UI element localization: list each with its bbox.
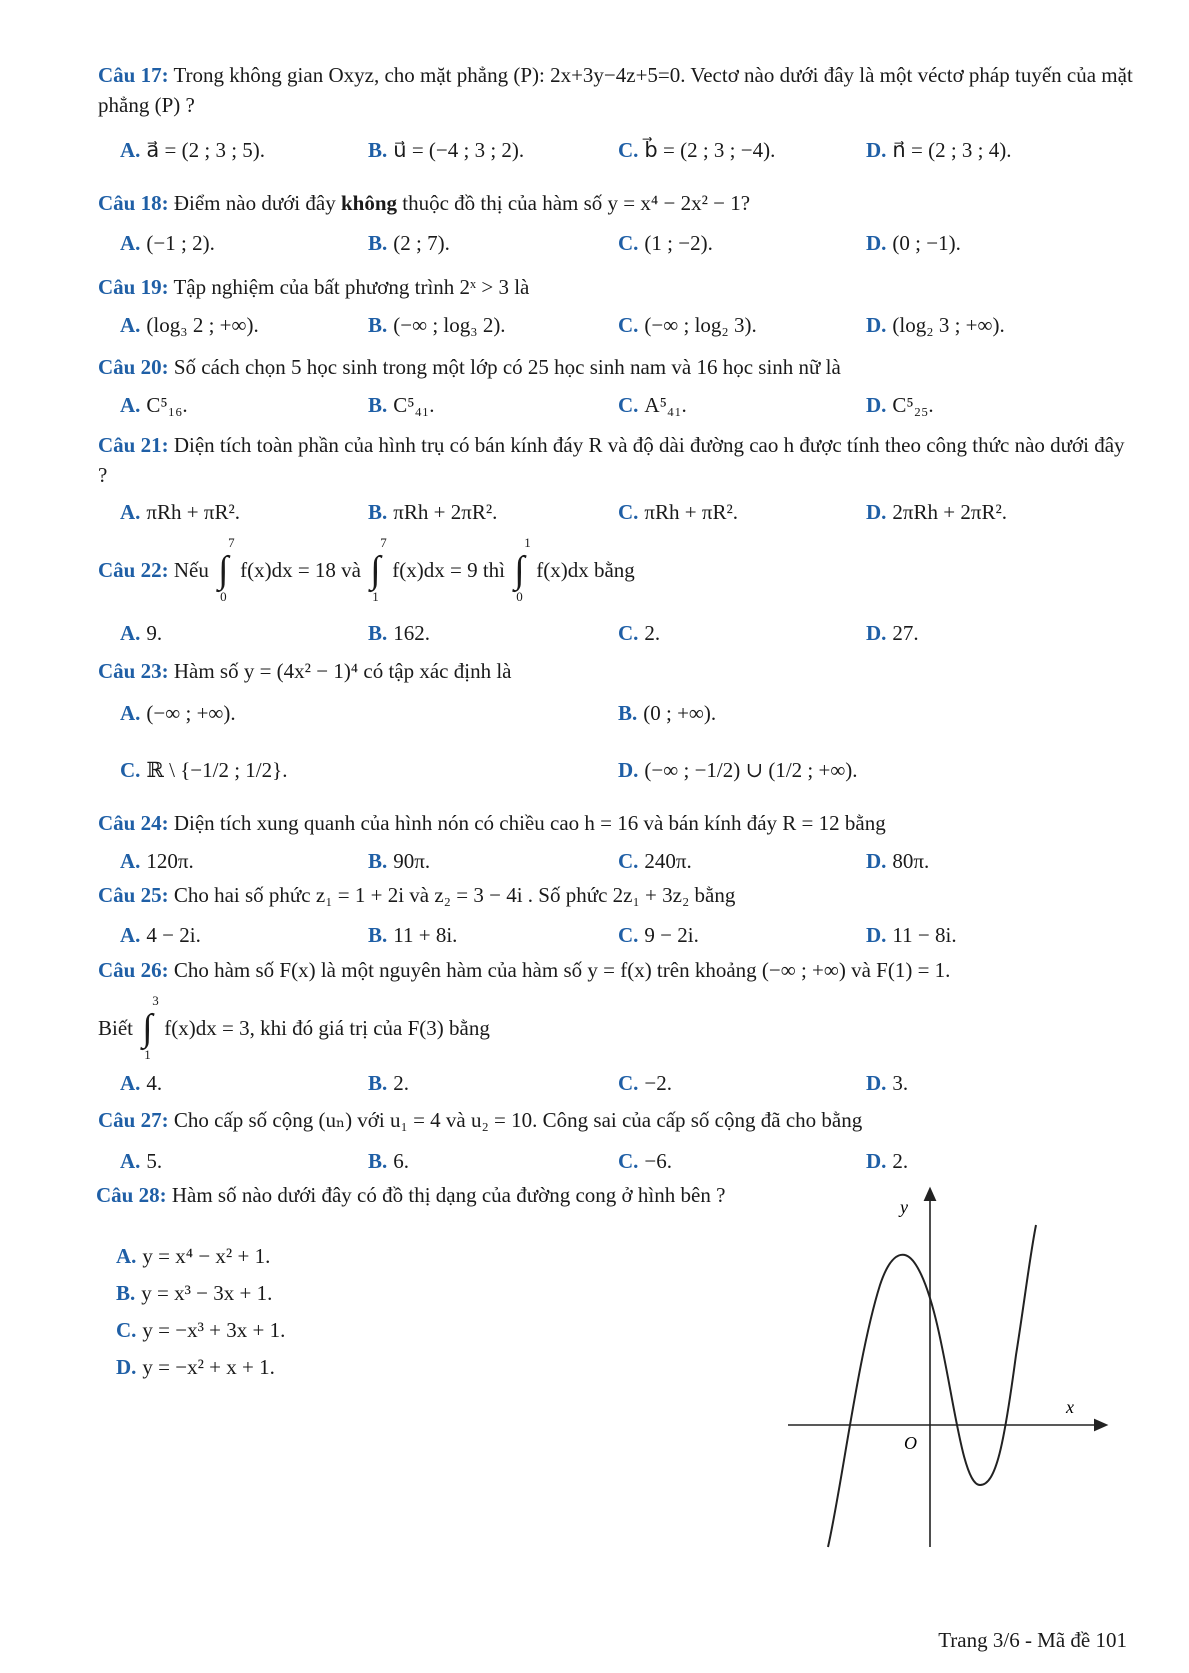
- option-a: A. πRh + πR².: [120, 500, 241, 524]
- option-a: A. 4 − 2i.: [120, 923, 201, 947]
- option-b: B. u⃗ = (−4 ; 3 ; 2).: [368, 138, 525, 162]
- question-25: [98, 880, 1138, 910]
- option-d: D. 2πRh + 2πR².: [866, 500, 1008, 524]
- question-24: [98, 808, 1138, 838]
- question-stem: Cho cấp số cộng (uₙ) với u₁ = 4 và u₂ = 10. Công sai của cấp số cộng đã cho bằng: [173, 1108, 863, 1132]
- option-c: C. 9 − 2i.: [618, 923, 699, 947]
- option-a: A. 5.: [120, 1149, 163, 1173]
- option-b: B. C⁵₄₁.: [368, 393, 435, 417]
- x-axis-label: x: [1066, 1397, 1074, 1417]
- option-c: C. (−∞ ; log₂ 3).: [618, 313, 757, 337]
- question-19: [98, 272, 1138, 302]
- y-axis-label: y: [900, 1197, 908, 1217]
- question-stem-word: thì: [482, 558, 505, 582]
- question-number: Câu 23:: [98, 659, 169, 683]
- question-stem: Nếu: [173, 558, 209, 582]
- option-b: B. 6.: [368, 1149, 410, 1173]
- question-18: [98, 188, 1138, 218]
- question-stem: Cho hàm số F(x) là một nguyên hàm của hàm số y = f(x) trên khoảng (−∞ ; +∞) và F(1) = 1.: [173, 958, 951, 982]
- option-a: A. 4.: [120, 1071, 163, 1095]
- option-a: A. 120π.: [120, 849, 194, 873]
- option-c: C. y = −x³ + 3x + 1.: [116, 1318, 286, 1342]
- question-number: Câu 22:: [98, 558, 169, 582]
- option-c: C. πRh + πR².: [618, 500, 739, 524]
- page-footer: Trang 3/6 - Mã đề 101: [938, 1628, 1127, 1652]
- question-26: [98, 955, 1138, 985]
- option-d: D. n⃗ = (2 ; 3 ; 4).: [866, 138, 1012, 162]
- option-d: D. C⁵₂₅.: [866, 393, 934, 417]
- question-stem-emphasis: không: [340, 191, 398, 215]
- question-22: [98, 535, 1138, 605]
- question-number: Câu 26:: [98, 958, 169, 982]
- question-stem: Hàm số nào dưới đây có đồ thị dạng của đường cong ở hình bên ?: [171, 1183, 726, 1207]
- option-d: D. 27.: [866, 621, 919, 645]
- question-27: [98, 1105, 1138, 1135]
- option-b: B. (0 ; +∞).: [618, 701, 717, 725]
- option-c: C. (1 ; −2).: [618, 231, 713, 255]
- option-d: D. y = −x² + x + 1.: [116, 1355, 275, 1379]
- option-b: B. (−∞ ; log₃ 2).: [368, 313, 506, 337]
- question-number: Câu 21:: [98, 433, 169, 457]
- question-number: Câu 24:: [98, 811, 169, 835]
- question-stem-rest: thuộc đồ thị của hàm số y = x⁴ − 2x² − 1?: [402, 191, 751, 215]
- option-a: A. (log₃ 2 ; +∞).: [120, 313, 259, 337]
- option-a: A. (−∞ ; +∞).: [120, 701, 236, 725]
- option-b: B. πRh + 2πR².: [368, 500, 498, 524]
- question-stem: Hàm số y = (4x² − 1)⁴ có tập xác định là: [173, 659, 512, 683]
- option-d: D. (0 ; −1).: [866, 231, 961, 255]
- option-d: D. 3.: [866, 1071, 909, 1095]
- option-a: A. (−1 ; 2).: [120, 231, 215, 255]
- option-a: A. 9.: [120, 621, 163, 645]
- cubic-graph: [780, 1185, 1110, 1555]
- option-c: C. A⁵₄₁.: [618, 393, 687, 417]
- option-c: C. −6.: [618, 1149, 673, 1173]
- question-stem: Cho hai số phức z₁ = 1 + 2i và z₂ = 3 − 4i . Số phức 2z₁ + 3z₂ bằng: [173, 883, 736, 907]
- integral-sign: ∫ 7 0: [218, 535, 235, 605]
- question-stem-word: bằng: [593, 558, 635, 582]
- integral-expression: f(x)dx: [536, 558, 589, 582]
- question-stem: Trong không gian Oxyz, cho mặt phẳng (P): 2x+3y−4z+5=0. Vectơ nào dưới đây là một véctơ pháp tuyến của mặt phẳng (P) ?: [98, 63, 1133, 117]
- option-c: C. 240π.: [618, 849, 692, 873]
- question-number: Câu 19:: [98, 275, 169, 299]
- cubic-curve: [828, 1225, 1036, 1547]
- question-stem: Tập nghiệm của bất phương trình 2ˣ > 3 là: [173, 275, 530, 299]
- option-b: B. 2.: [368, 1071, 410, 1095]
- option-c: C. ℝ \ {−1/2 ; 1/2}.: [120, 758, 288, 782]
- option-d: D. 80π.: [866, 849, 930, 873]
- integral-sign: ∫ 3 1: [142, 993, 159, 1063]
- question-stem: Diện tích xung quanh của hình nón có chiều cao h = 16 và bán kính đáy R = 12 bằng: [173, 811, 886, 835]
- integral-expression: f(x)dx = 18: [240, 558, 336, 582]
- question-stem-word: và: [341, 558, 361, 582]
- option-b: B. 90π.: [368, 849, 431, 873]
- question-number: Câu 28:: [96, 1183, 167, 1207]
- question-number: Câu 18:: [98, 191, 169, 215]
- option-c: C. b⃗ = (2 ; 3 ; −4).: [618, 138, 776, 162]
- question-26-line-2: [98, 993, 1138, 1063]
- question-number: Câu 27:: [98, 1108, 169, 1132]
- integral-sign: ∫ 7 1: [370, 535, 387, 605]
- option-b: B. 162.: [368, 621, 431, 645]
- question-28: [96, 1180, 776, 1210]
- option-b: B. (2 ; 7).: [368, 231, 450, 255]
- option-c: C. −2.: [618, 1071, 673, 1095]
- integral-expression: f(x)dx = 9: [392, 558, 478, 582]
- question-17: [98, 60, 1138, 120]
- question-number: Câu 20:: [98, 355, 169, 379]
- question-number: Câu 17:: [98, 63, 169, 87]
- integral-expression: f(x)dx = 3, khi đó giá trị của F(3) bằng: [164, 1016, 490, 1040]
- option-d: D. (−∞ ; −1/2) ∪ (1/2 ; +∞).: [618, 758, 858, 782]
- option-d: D. (log₂ 3 ; +∞).: [866, 313, 1005, 337]
- question-21: [98, 430, 1138, 490]
- question-stem: Số cách chọn 5 học sinh trong một lớp có 25 học sinh nam và 16 học sinh nữ là: [173, 355, 841, 379]
- question-20: [98, 352, 1138, 382]
- option-c: C. 2.: [618, 621, 661, 645]
- question-stem: Diện tích toàn phần của hình trụ có bán kính đáy R và độ dài đường cao h được tính theo công thức nào dưới đây ?: [98, 433, 1125, 487]
- option-b: B. y = x³ − 3x + 1.: [116, 1281, 273, 1305]
- option-a: A. a⃗ = (2 ; 3 ; 5).: [120, 138, 266, 162]
- option-d: D. 11 − 8i.: [866, 923, 957, 947]
- integral-sign: ∫ 1 0: [514, 535, 531, 605]
- question-number: Câu 25:: [98, 883, 169, 907]
- question-23: [98, 656, 1138, 686]
- question-stem-word: Biết: [98, 1016, 133, 1040]
- origin-label: O: [904, 1433, 917, 1453]
- option-d: D. 2.: [866, 1149, 909, 1173]
- option-b: B. 11 + 8i.: [368, 923, 458, 947]
- question-stem: Điểm nào dưới đây: [173, 191, 336, 215]
- option-a: A. y = x⁴ − x² + 1.: [116, 1244, 271, 1268]
- option-a: A. C⁵₁₆.: [120, 393, 188, 417]
